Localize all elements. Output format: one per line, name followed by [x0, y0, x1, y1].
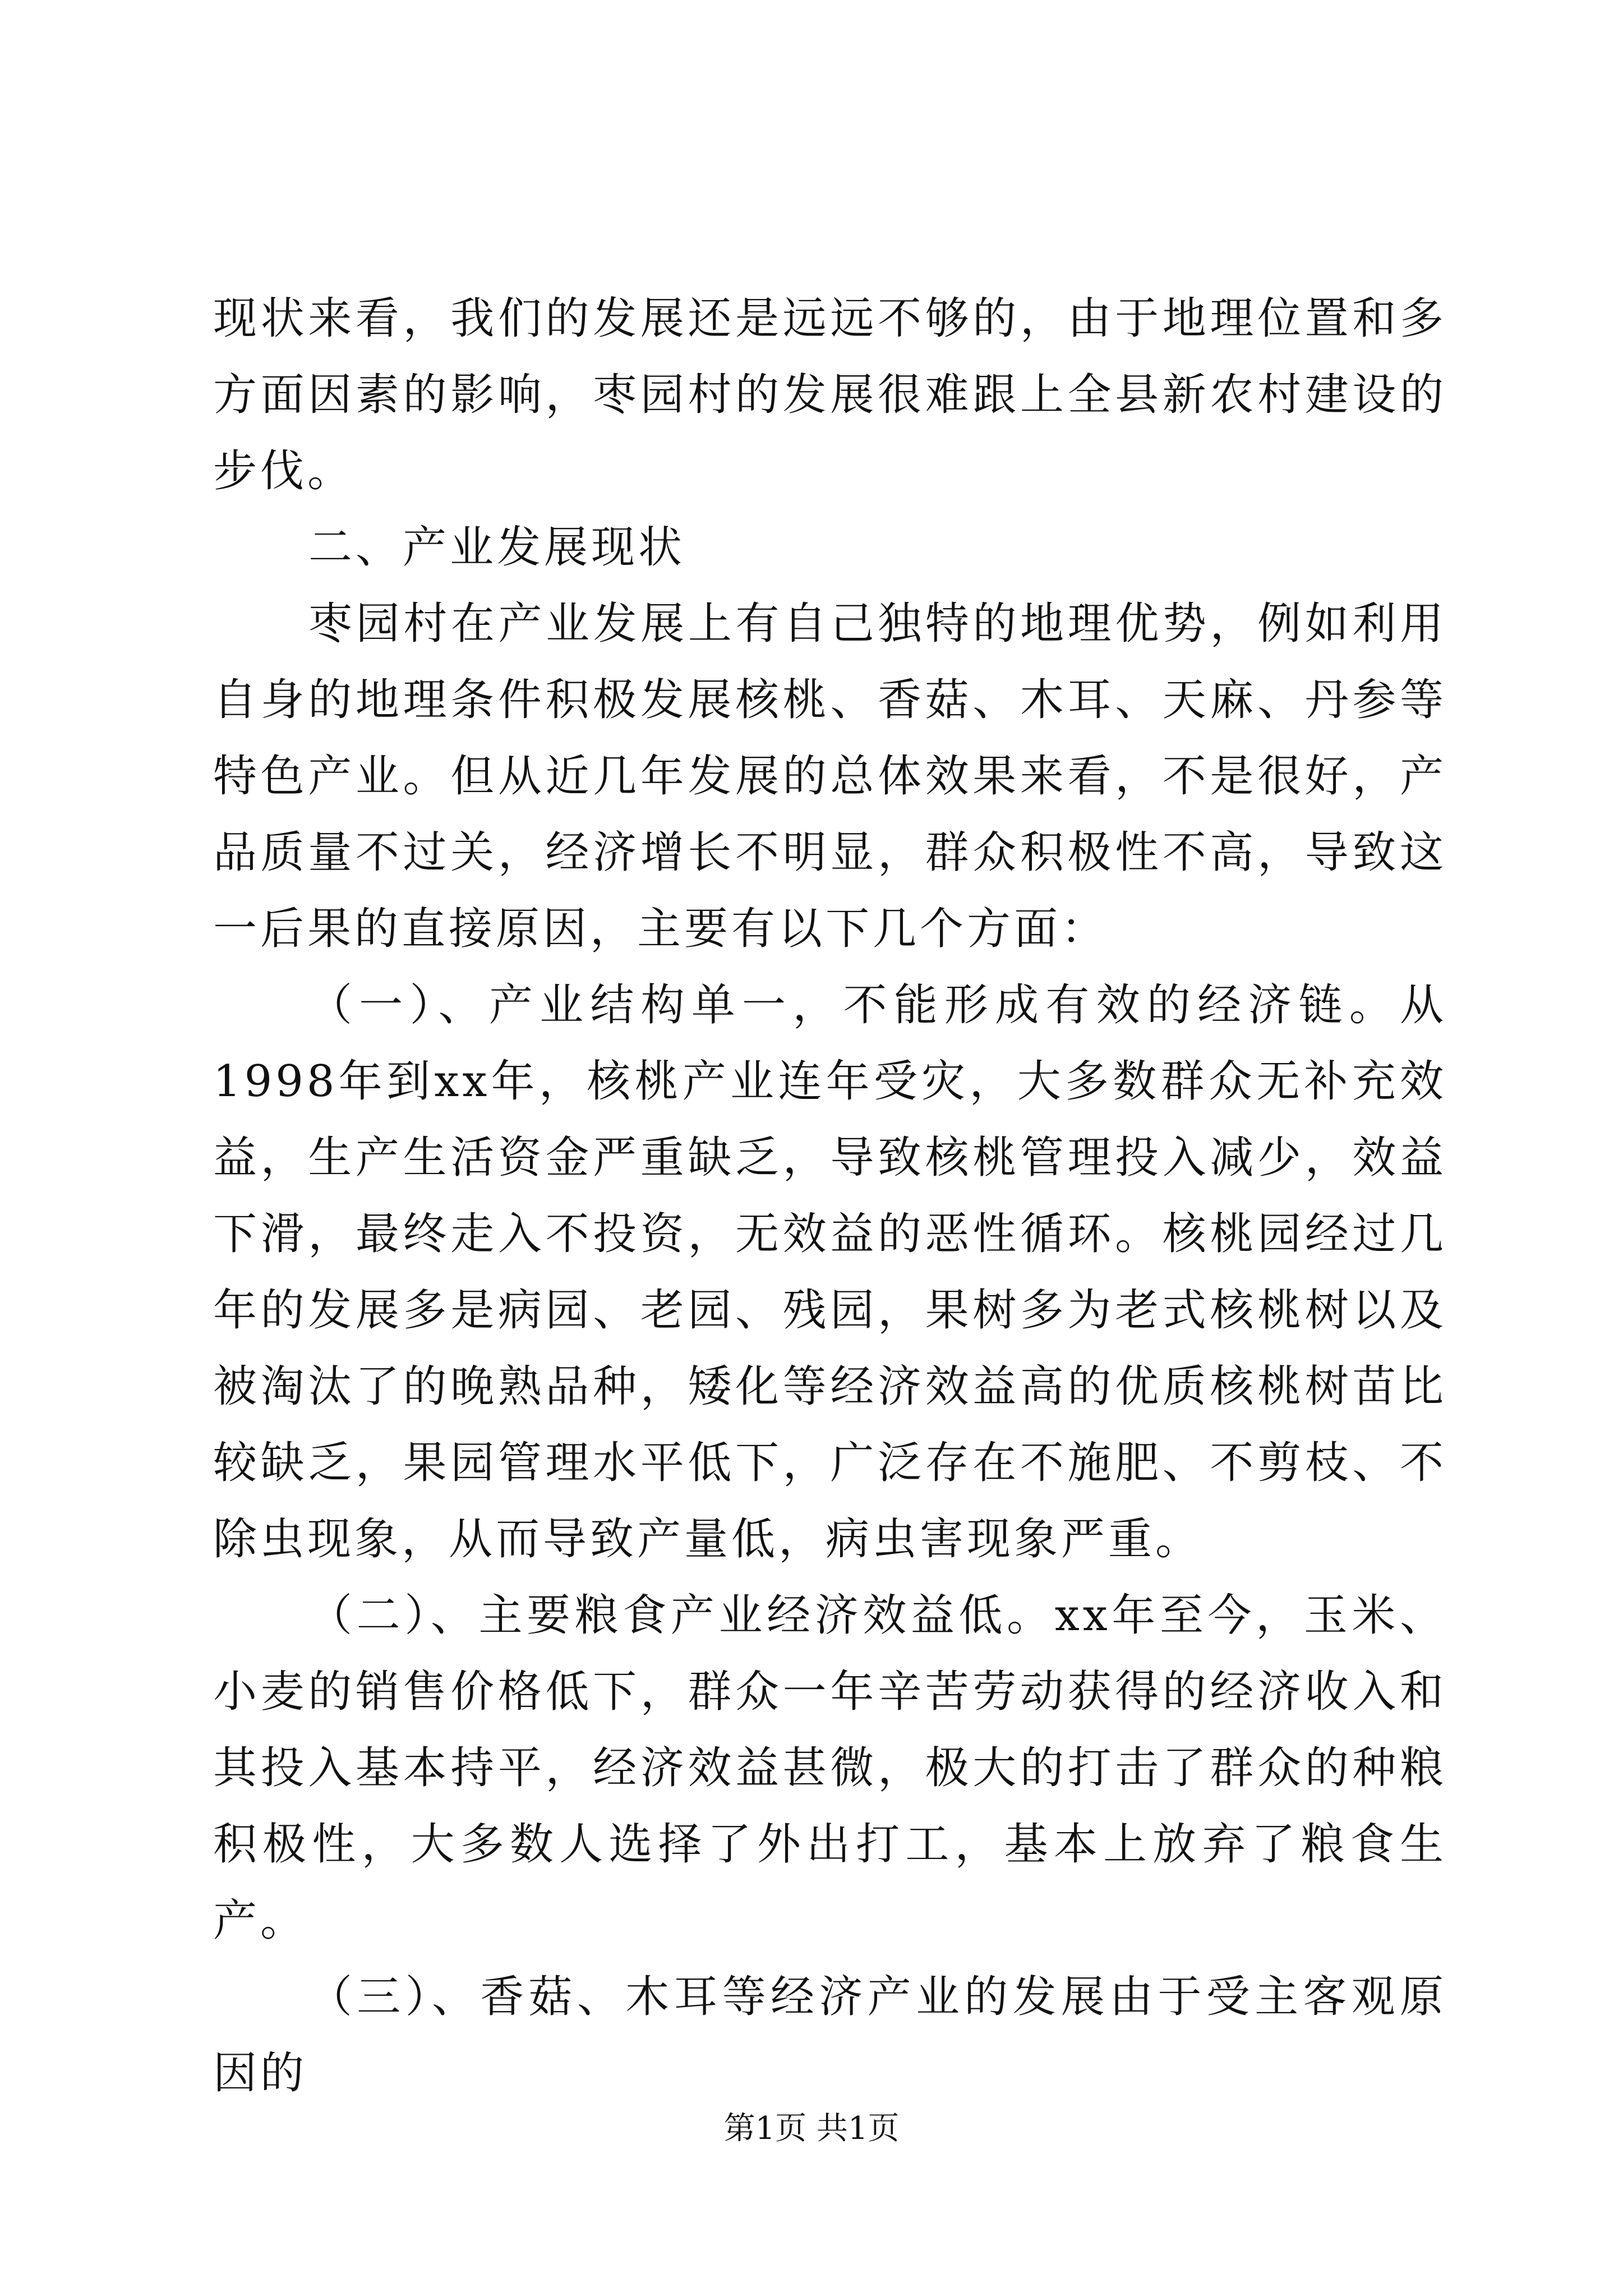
paragraph-continuation: 现状来看，我们的发展还是远远不够的，由于地理位置和多方面因素的影响，枣园村的发展很难跟上全县新农村建设的步伐。 [213, 293, 1447, 496]
section-heading: 二、产业发展现状 [308, 522, 686, 573]
paragraph-point-three: （三）、香菇、木耳等经济产业的发展由于受主客观原因的 [213, 1972, 1447, 2099]
document-body [213, 280, 1447, 2111]
paragraph-industry-overview: 枣园村在产业发展上有自己独特的地理优势，例如利用自身的地理条件积极发展核桃、香菇、木耳、天麻、丹参等特色产业。但从近几年发展的总体效果来看，不是很好，产品质量不过关，经济增长不明显，群众积极性不高，导致这一后果的直接原因，主要有以下几个方面： [213, 599, 1447, 954]
page-number-label: 第1页 共1页 [723, 2110, 900, 2147]
paragraph-point-one: （一）、产业结构单一，不能形成有效的经济链。从1998年到xx年，核桃产业连年受灾，大多数群众无补充效益，生产生活资金严重缺乏，导致核桃管理投入减少，效益下滑，最终走入不投资，无效益的恶性循环。核桃园经过几年的发展多是病园、老园、残园，果树多为老式核桃树以及被淘汰了的晚熟品种，矮化等经济效益高的优质核桃树苗比较缺乏，果园管理水平低下，广泛存在不施肥、不剪枝、不除虫现象，从而导致产量低，病虫害现象严重。 [213, 980, 1447, 1565]
page-footer [0, 2109, 1623, 2148]
paragraph-point-two: （二）、主要粮食产业经济效益低。xx年至今，玉米、小麦的销售价格低下，群众一年辛苦劳动获得的经济收入和其投入基本持平，经济效益甚微，极大的打击了群众的种粮积极性，大多数人选择了外出打工，基本上放弃了粮食生产。 [213, 1590, 1447, 1946]
